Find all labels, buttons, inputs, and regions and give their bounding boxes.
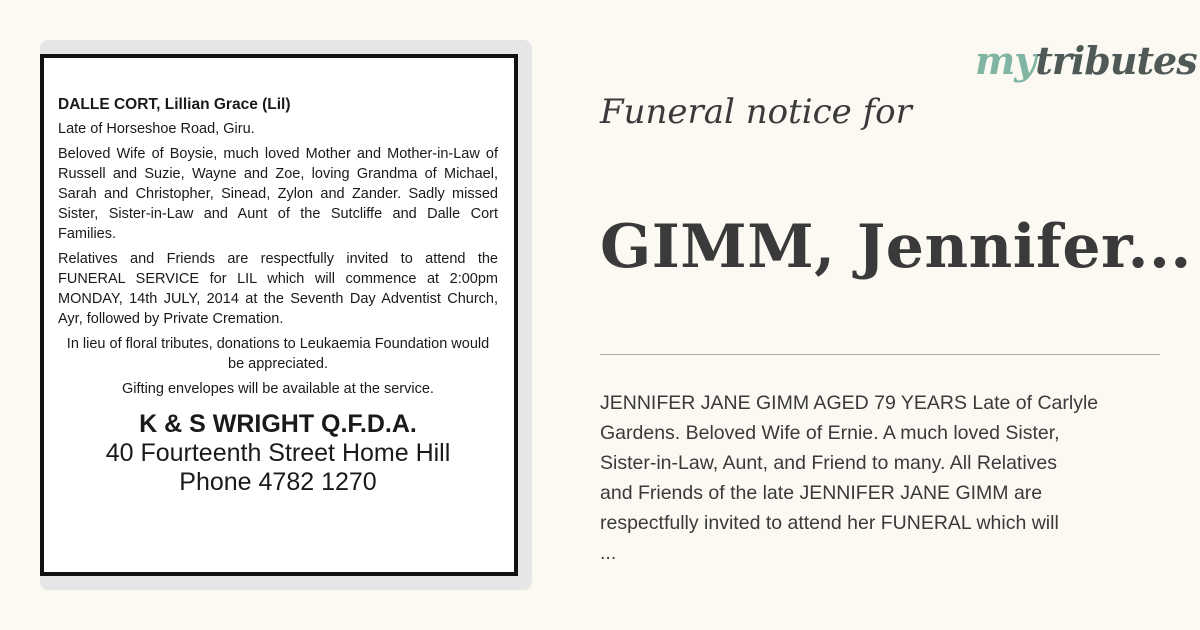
mytributes-logo[interactable]	[975, 38, 1197, 83]
notice-envelopes: Gifting envelopes will be available at the service.	[122, 381, 434, 397]
notice-text	[58, 95, 498, 497]
funeral-director-name: K & S WRIGHT Q.F.D.A.	[139, 410, 417, 438]
notice-paper	[40, 54, 518, 576]
deceased-name: GIMM, Jennifer...	[600, 212, 1192, 282]
funeral-director-address: 40 Fourteenth Street Home Hill	[105, 439, 451, 467]
logo-my: my	[975, 38, 1036, 83]
notice-late-of: Late of Horseshoe Road, Giru.	[58, 121, 255, 137]
notice-excerpt: JENNIFER JANE GIMM AGED 79 YEARS Late of Carlyle Gardens. Beloved Wife of Ernie. A much loved Sister, Sister-in-Law, Aunt, and Friend to many. All Relatives and Friends of the late JENNIFER JANE GIMM are respectfully invited to attend her FUNERAL which will ...	[600, 392, 1099, 564]
notice-donations: In lieu of floral tributes, donations to Leukaemia Foundation would be appreciated.	[66, 336, 490, 372]
funeral-notice-image	[40, 40, 532, 590]
notice-family: Beloved Wife of Boysie, much loved Mother and Mother-in-Law of Russell and Suzie, Wayne and Zoe, loving Grandma of Michael, Sarah and Christopher, Sinead, Zylon and Zander. Sadly missed Sister, Sister-in-Law and Aunt of the Sutcliffe and Dalle Cort Families.	[58, 146, 498, 242]
page-subtitle: Funeral notice for	[600, 92, 912, 132]
notice-service: Relatives and Friends are respectfully invited to attend the FUNERAL SERVICE for LIL which will commence at 2:00pm MONDAY, 14th JULY, 2014 at the Seventh Day Adventist Church, Ayr, followed by Private Cremation.	[58, 251, 498, 327]
funeral-director-phone: Phone 4782 1270	[179, 468, 377, 496]
logo-tributes: tributes	[1035, 38, 1197, 83]
divider	[600, 354, 1160, 355]
notice-name-line: DALLE CORT, Lillian Grace (Lil)	[58, 96, 291, 113]
